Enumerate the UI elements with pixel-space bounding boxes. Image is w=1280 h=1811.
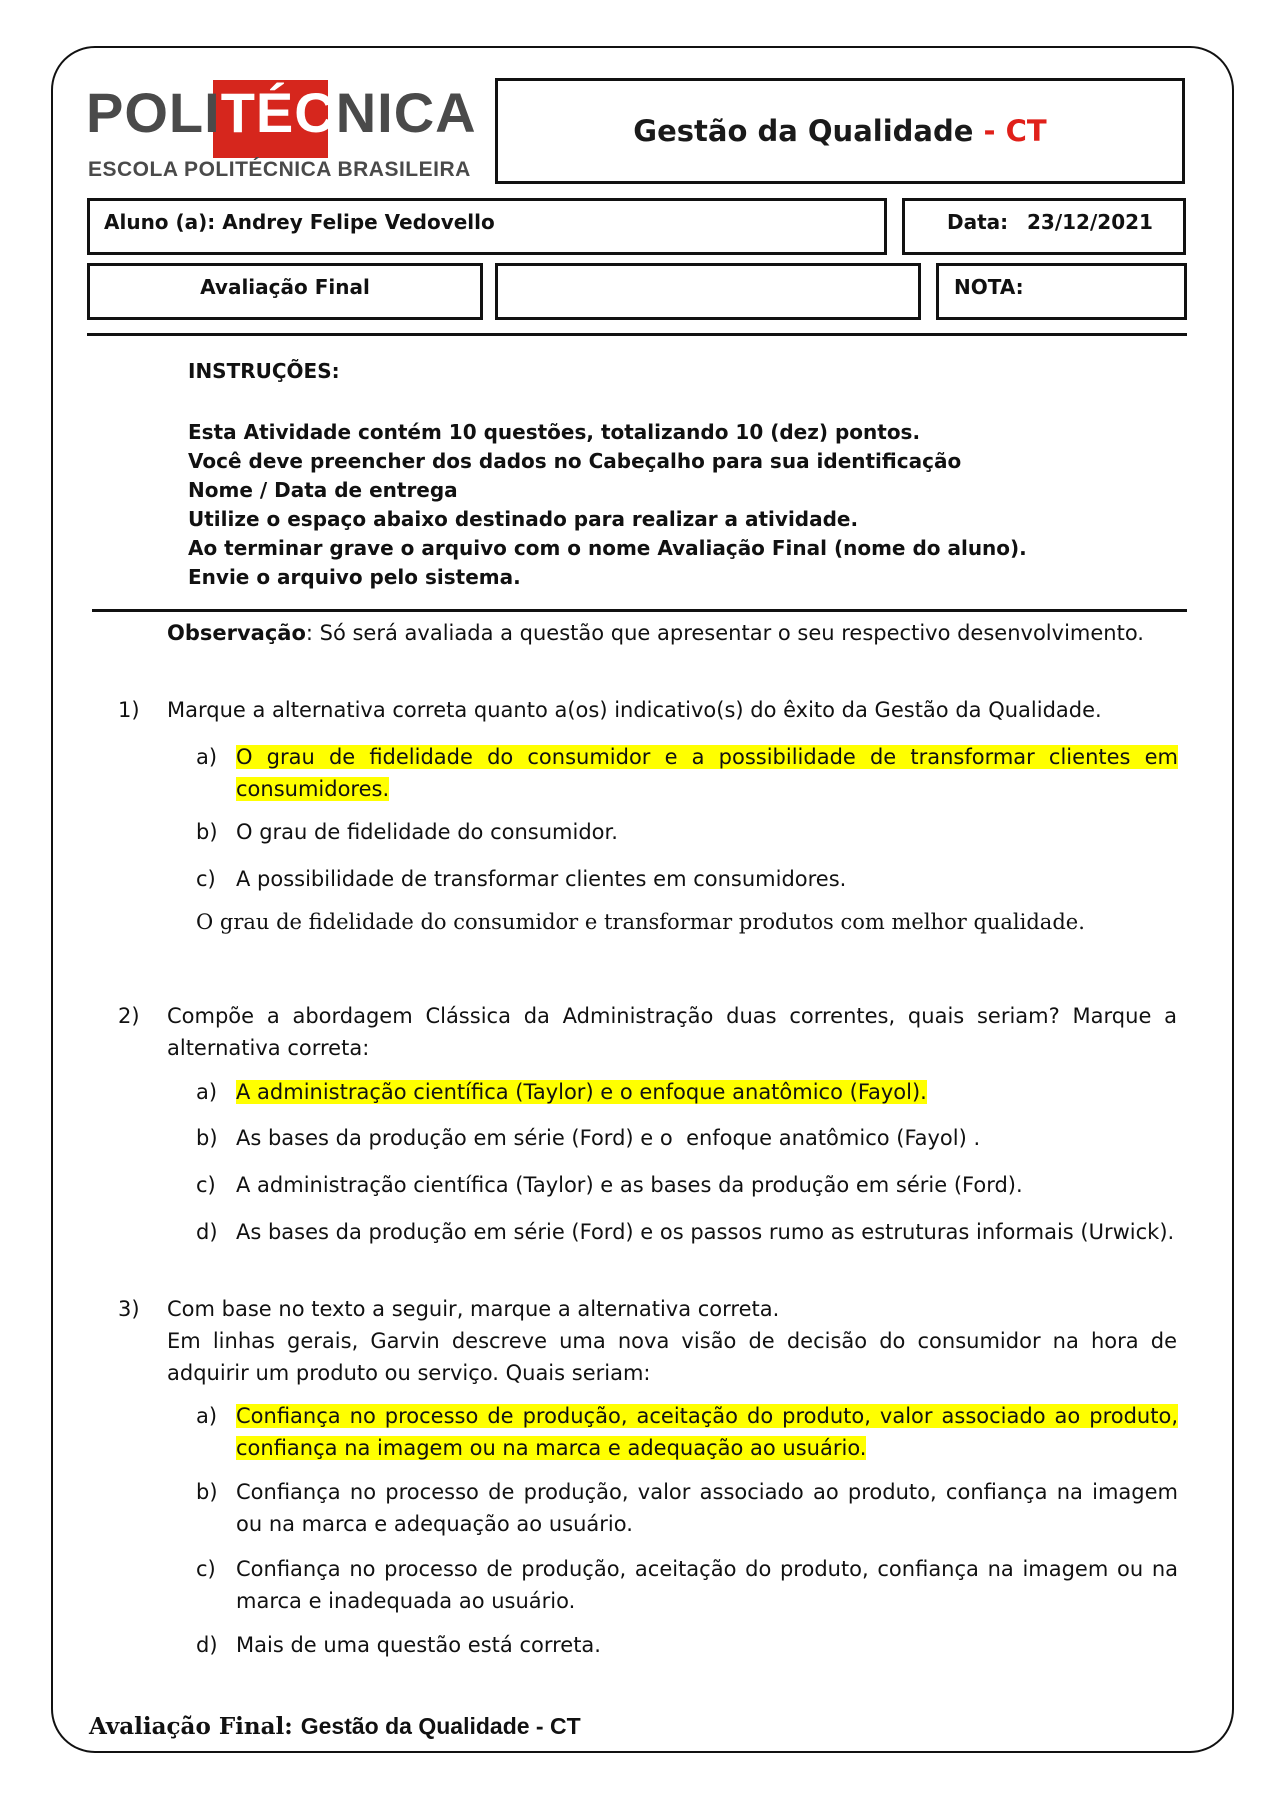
- q2-option-b-letter: b): [196, 1126, 218, 1150]
- q3-option-b-letter: b): [196, 1480, 218, 1504]
- observation-text: : Só será avaliada a questão que apresentar o seu respectivo desenvolvimento.: [305, 621, 1144, 645]
- q2-option-d-letter: d): [196, 1220, 218, 1244]
- question-3-text-line1: Com base no texto a seguir, marque a alternativa correta.: [167, 1297, 780, 1321]
- q1-option-c-text: A possibilidade de transformar clientes em consumidores.: [236, 867, 847, 891]
- instruction-line: Utilize o espaço abaixo destinado para realizar a atividade.: [188, 507, 859, 531]
- q1-option-c-letter: c): [196, 867, 216, 891]
- page-footer: [89, 1713, 581, 1740]
- logo-part-3: NICA: [335, 81, 477, 144]
- instruction-line: Esta Atividade contém 10 questões, totalizando 10 (dez) pontos.: [188, 420, 921, 444]
- footer-part-2: Gestão da Qualidade - CT: [300, 1713, 581, 1739]
- question-3-number: 3): [118, 1297, 140, 1321]
- footer-part-1: Avaliação Final:: [89, 1713, 293, 1740]
- course-title: [495, 78, 1185, 184]
- header-divider: [87, 333, 1187, 336]
- date-label: Data:: [947, 210, 1009, 234]
- student-name: Aluno (a): Andrey Felipe Vedovello: [104, 210, 495, 234]
- logo-part-1: POLI: [86, 81, 221, 144]
- q3-option-a: [236, 1400, 1178, 1464]
- course-title-suffix: - CT: [983, 114, 1047, 148]
- q3-option-a-text: Confiança no processo de produção, aceitação do produto, valor associado ao produto, confiança na imagem ou na marca e adequação ao usuário.: [236, 1404, 1178, 1460]
- q2-option-a-letter: a): [196, 1080, 218, 1104]
- instruction-line: Você deve preencher dos dados no Cabeçalho para sua identificação: [188, 449, 962, 473]
- q1-option-a: [236, 741, 1178, 805]
- q3-option-b-text: Confiança no processo de produção, valor associado ao produto, confiança na imagem ou na marca e adequação ao usuário.: [236, 1480, 1178, 1536]
- evaluation-label: Avaliação Final: [200, 275, 370, 299]
- politecnica-logo: [86, 78, 481, 186]
- q3-option-a-letter: a): [196, 1404, 218, 1428]
- logo-wordmark: [86, 78, 477, 148]
- instructions-heading: INSTRUÇÕES:: [188, 359, 340, 383]
- q3-option-d-letter: d): [196, 1633, 218, 1657]
- q1-option-a-text: O grau de fidelidade do consumidor e a possibilidade de transformar clientes em consumidores.: [236, 745, 1178, 801]
- grade-label: NOTA:: [954, 275, 1024, 299]
- q2-option-d-text: As bases da produção em série (Ford) e os passos rumo as estruturas informais (Urwick).: [236, 1220, 1175, 1244]
- instruction-line: Envie o arquivo pelo sistema.: [188, 565, 521, 589]
- observation: [167, 621, 1144, 645]
- instruction-line: Nome / Data de entrega: [188, 478, 458, 502]
- q3-option-d-text: Mais de uma questão está correta.: [236, 1633, 601, 1657]
- q2-option-c-text: A administração científica (Taylor) e as bases da produção em série (Ford).: [236, 1173, 1023, 1197]
- logo-part-2: TÉC: [220, 81, 336, 144]
- q1-option-a-letter: a): [196, 745, 218, 769]
- question-3-text-line2: Em linhas gerais, Garvin descreve uma nova visão de decisão do consumidor na hora de adquirir um produto ou serviço. Quais seriam:: [167, 1329, 1177, 1385]
- q1-extra-line: O grau de fidelidade do consumidor e transformar produtos com melhor qualidade.: [196, 910, 1085, 934]
- date-value: 23/12/2021: [1027, 210, 1153, 234]
- instructions-divider: [92, 609, 1187, 612]
- question-1-number: 1): [118, 698, 140, 722]
- q1-option-b-letter: b): [196, 820, 218, 844]
- q3-option-c-text: Confiança no processo de produção, aceitação do produto, confiança na imagem ou na marca e inadequada ao usuário.: [236, 1557, 1178, 1613]
- q2-option-a: [236, 1076, 1178, 1108]
- question-1-text: Marque a alternativa correta quanto a(os) indicativo(s) do êxito da Gestão da Qualidade.: [167, 698, 1102, 722]
- course-title-text: Gestão da Qualidade: [633, 114, 974, 148]
- q1-option-b-text: O grau de fidelidade do consumidor.: [236, 820, 618, 844]
- instruction-line: Ao terminar grave o arquivo com o nome Avaliação Final (nome do aluno).: [188, 536, 1027, 560]
- observation-label: Observação: [167, 621, 306, 645]
- question-2-number: 2): [118, 1004, 140, 1028]
- q2-option-c-letter: c): [196, 1173, 216, 1197]
- question-2-text: Compõe a abordagem Clássica da Administração duas correntes, quais seriam? Marque a alternativa correta:: [167, 1004, 1177, 1060]
- blank-box: [495, 263, 921, 320]
- logo-subtitle: ESCOLA POLITÉCNICA BRASILEIRA: [88, 158, 471, 181]
- q2-option-b-text: As bases da produção em série (Ford) e o enfoque anatômico (Fayol) .: [236, 1126, 981, 1150]
- q2-option-a-text: A administração científica (Taylor) e o enfoque anatômico (Fayol).: [236, 1080, 927, 1104]
- q3-option-c-letter: c): [196, 1557, 216, 1581]
